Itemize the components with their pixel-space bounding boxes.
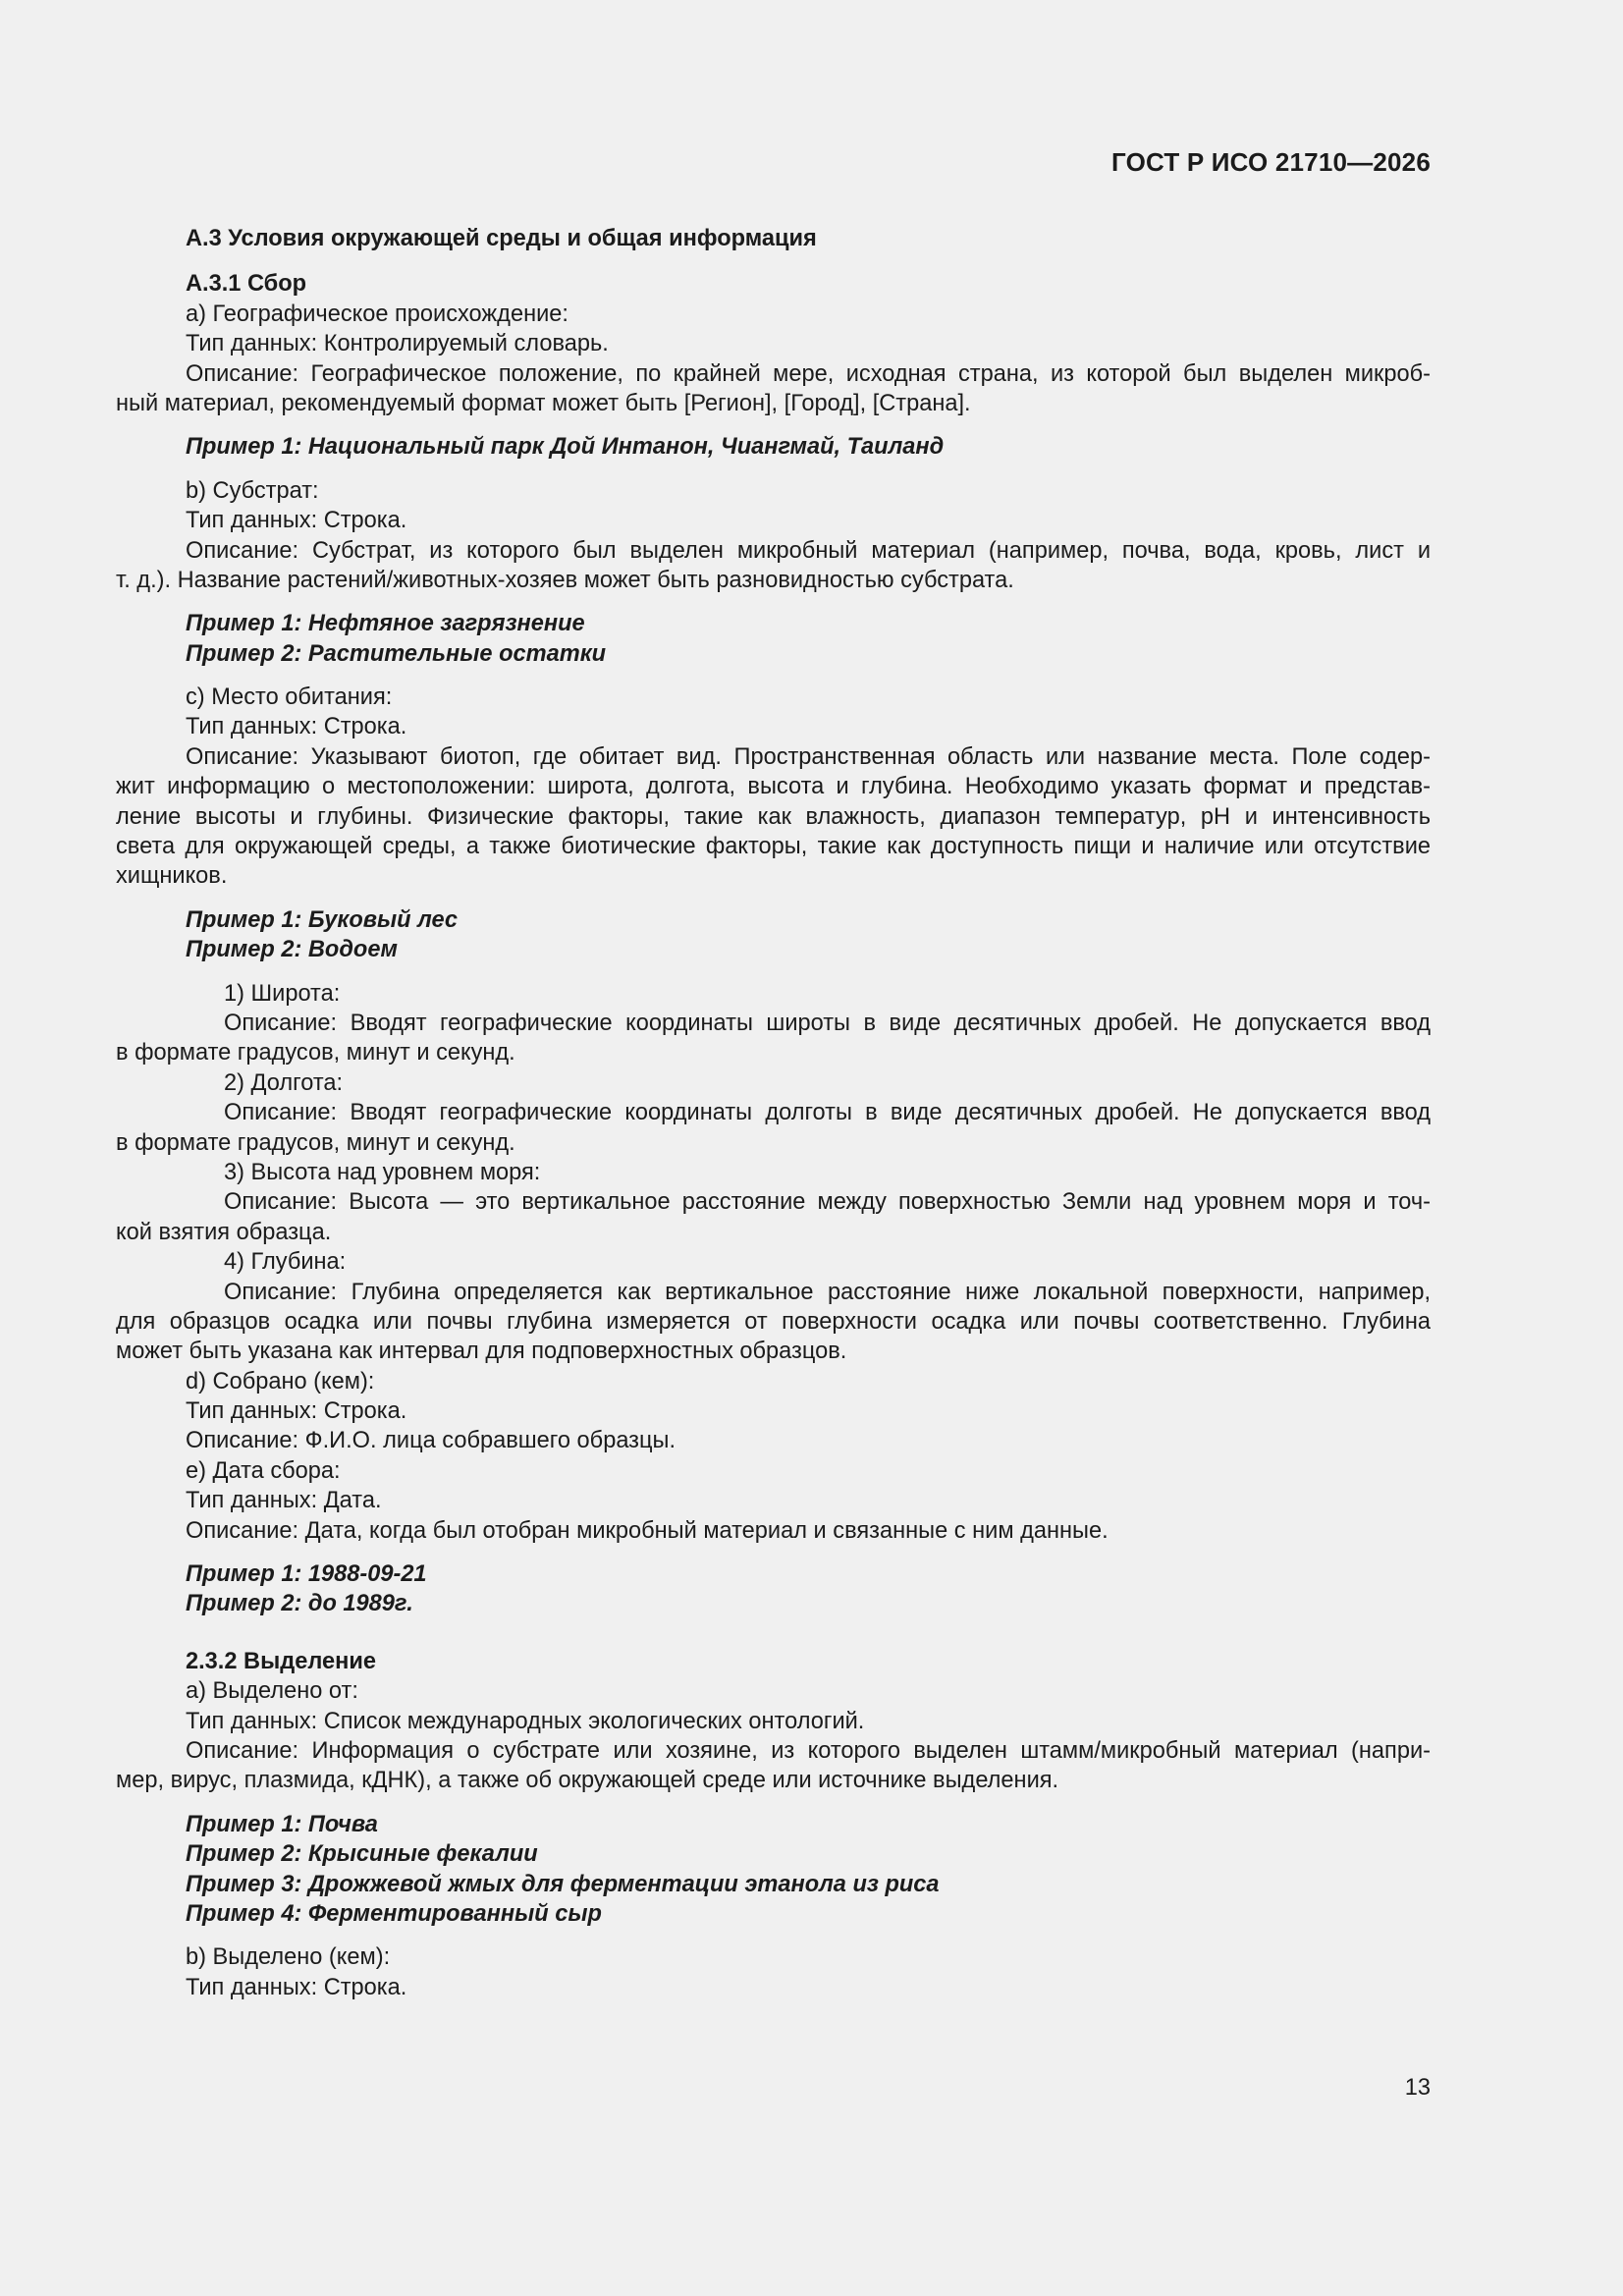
document-header: ГОСТ Р ИСО 21710—2026 — [1110, 147, 1431, 177]
subitem-altitude-desc-line1: Описание: Высота — это вертикальное расстояние между поверхностью Земли над уровнем моря и точ- — [224, 1189, 1431, 1216]
isolation-item-a-example-2: Пример 2: Крысиные фекалии — [186, 1841, 538, 1868]
page-number: 13 — [1404, 2075, 1431, 2101]
item-c-title: с) Место обитания: — [186, 684, 393, 711]
item-e-desc: Описание: Дата, когда был отобран микробный материал и связанные с ним данные. — [186, 1517, 1109, 1544]
isolation-item-a-title: а) Выделено от: — [186, 1678, 358, 1705]
item-e-example-2: Пример 2: до 1989г. — [186, 1591, 413, 1617]
item-c-type: Тип данных: Строка. — [186, 714, 407, 740]
isolation-item-a-example-1: Пример 1: Почва — [186, 1811, 378, 1837]
subitem-altitude-title: 3) Высота над уровнем моря: — [224, 1159, 541, 1185]
isolation-item-a-type: Тип данных: Список международных экологических онтологий. — [186, 1708, 865, 1734]
subitem-longitude-desc-line2: в формате градусов, минут и секунд. — [116, 1129, 515, 1156]
isolation-item-a-example-3: Пример 3: Дрожжевой жмых для ферментации этанола из риса — [186, 1871, 940, 1897]
item-a-type: Тип данных: Контролируемый словарь. — [186, 331, 609, 357]
item-e-type: Тип данных: Дата. — [186, 1488, 382, 1514]
subitem-depth-title: 4) Глубина: — [224, 1249, 347, 1276]
item-c-desc-line1: Описание: Указывают биотоп, где обитает вид. Пространственная область или название места. Поле содер- — [186, 743, 1431, 770]
item-a-desc-line2: ный материал, рекомендуемый формат может быть [Регион], [Город], [Страна]. — [116, 390, 971, 416]
subitem-depth-desc-line2: для образцов осадка или почвы глубина измеряется от поверхности осадка или почвы соответственно. Глубина — [116, 1308, 1431, 1335]
subitem-altitude-desc-line2: кой взятия образца. — [116, 1219, 332, 1245]
subitem-longitude-desc-line1: Описание: Вводят географические координаты долготы в виде десятичных дробей. Не допускается ввод — [224, 1100, 1431, 1126]
isolation-item-b-title: b) Выделено (кем): — [186, 1944, 391, 1971]
subsection-heading-collection: А.3.1 Сбор — [186, 271, 307, 298]
subitem-depth-desc-line3: может быть указана как интервал для подповерхностных образцов. — [116, 1339, 847, 1365]
item-c-desc-line2: жит информацию о местоположении: широта, долгота, высота и глубина. Необходимо указать формат и представ- — [116, 774, 1431, 800]
subitem-latitude-desc-line1: Описание: Вводят географические координаты широты в виде десятичных дробей. Не допускается ввод — [224, 1010, 1431, 1036]
item-b-example-2: Пример 2: Растительные остатки — [186, 640, 607, 667]
item-d-desc: Описание: Ф.И.О. лица собравшего образцы. — [186, 1428, 676, 1454]
item-b-desc-line1: Описание: Субстрат, из которого был выделен микробный материал (например, почва, вода, кровь, лист и — [186, 537, 1431, 564]
item-b-title: b) Субстрат: — [186, 477, 319, 504]
subitem-latitude-desc-line2: в формате градусов, минут и секунд. — [116, 1040, 515, 1066]
isolation-item-a-example-4: Пример 4: Ферментированный сыр — [186, 1900, 602, 1927]
subitem-latitude-title: 1) Широта: — [224, 980, 341, 1007]
item-d-type: Тип данных: Строка. — [186, 1398, 407, 1425]
item-c-desc-line5: хищников. — [116, 863, 228, 890]
subitem-depth-desc-line1: Описание: Глубина определяется как вертикальное расстояние ниже локальной поверхности, например, — [224, 1279, 1431, 1305]
item-d-title: d) Собрано (кем): — [186, 1368, 375, 1394]
item-b-type: Тип данных: Строка. — [186, 508, 407, 534]
item-c-desc-line3: ление высоты и глубины. Физические факторы, такие как влажность, диапазон температур, pH и интенсивность — [116, 803, 1431, 830]
item-c-example-1: Пример 1: Буковый лес — [186, 906, 459, 933]
isolation-item-a-desc-line1: Описание: Информация о субстрате или хозяине, из которого выделен штамм/микробный материал (напри- — [186, 1737, 1431, 1764]
subsection-heading-isolation: 2.3.2 Выделение — [186, 1648, 376, 1674]
item-a-desc-line1: Описание: Географическое положение, по крайней мере, исходная страна, из которой был выделен микроб- — [186, 360, 1431, 387]
item-e-example-1: Пример 1: 1988-09-21 — [186, 1561, 427, 1588]
section-title: А.3 Условия окружающей среды и общая информация — [186, 226, 817, 251]
item-b-desc-line2: т. д.). Название растений/животных-хозяев может быть разновидностью субстрата. — [116, 567, 1014, 593]
item-a-example-1: Пример 1: Национальный парк Дой Интанон, Чиангмай, Таиланд — [186, 434, 945, 461]
isolation-item-b-type: Тип данных: Строка. — [186, 1974, 407, 2000]
item-c-desc-line4: света для окружающей среды, а также биотические факторы, такие как доступность пищи и наличие или отсутствие — [116, 834, 1431, 860]
item-c-example-2: Пример 2: Водоем — [186, 937, 398, 963]
subitem-longitude-title: 2) Долгота: — [224, 1069, 344, 1096]
item-a-title: а) Географическое происхождение: — [186, 301, 568, 327]
item-b-example-1: Пример 1: Нефтяное загрязнение — [186, 611, 585, 637]
isolation-item-a-desc-line2: мер, вирус, плазмида, кДНК), а также об окружающей среде или источнике выделения. — [116, 1768, 1059, 1794]
document-body — [116, 224, 1431, 2002]
item-e-title: е) Дата сбора: — [186, 1457, 341, 1484]
